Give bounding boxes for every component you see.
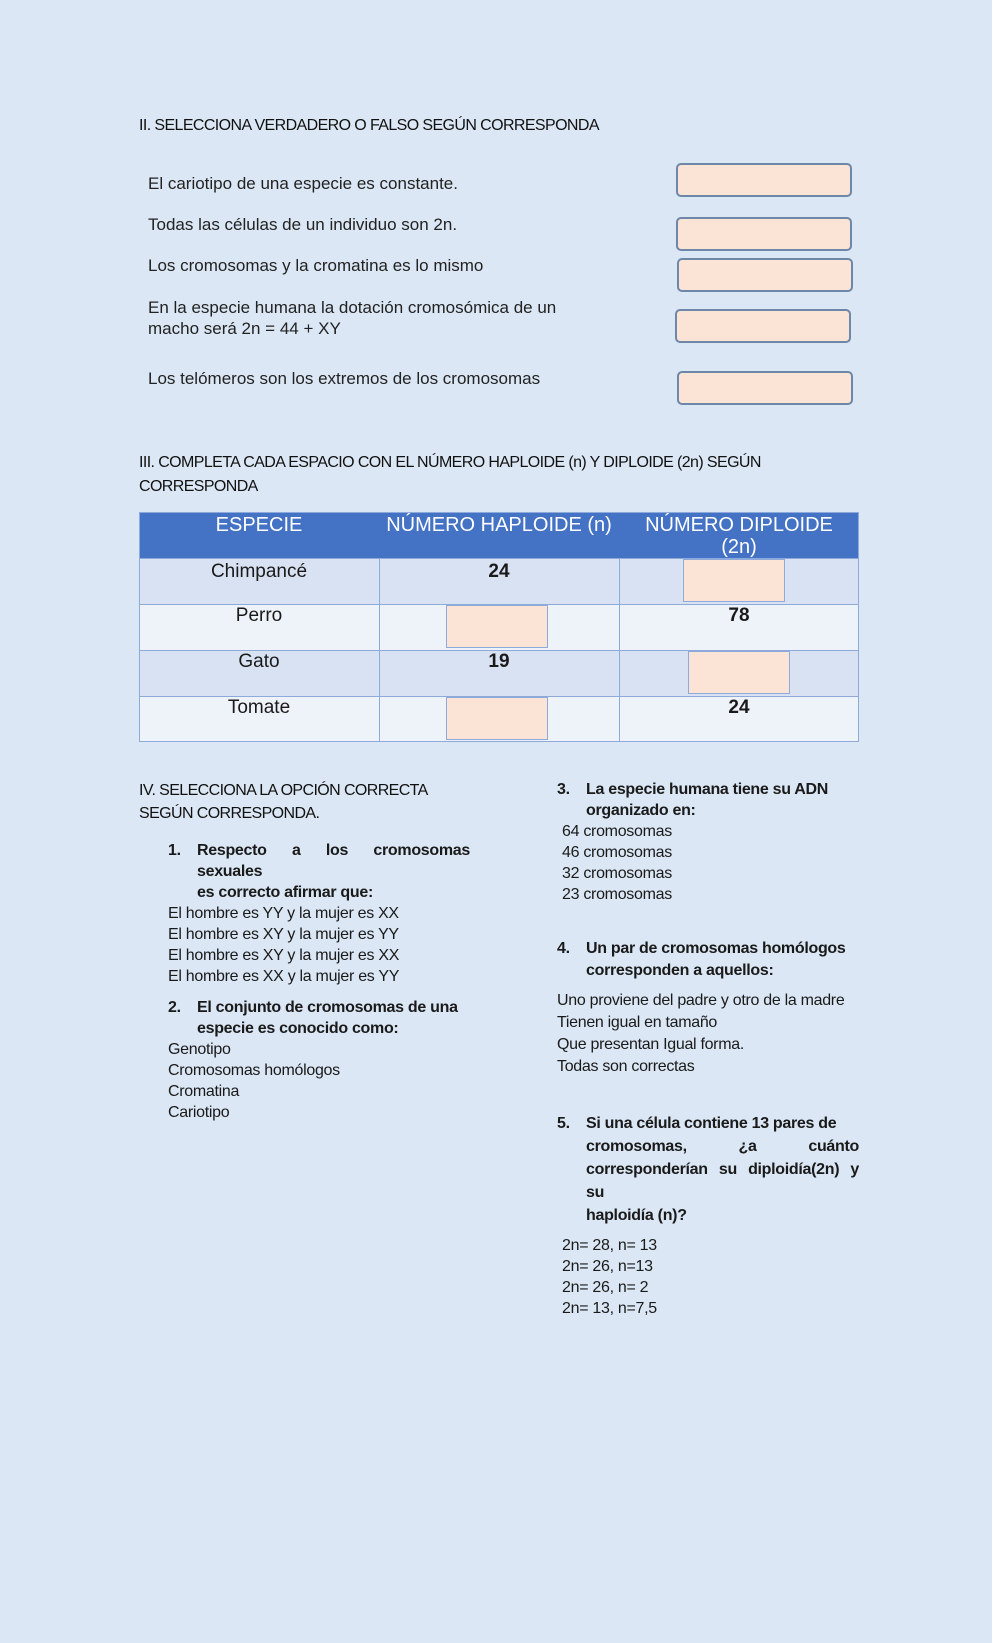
page-edge	[992, 0, 1000, 1643]
table-row	[139, 696, 859, 742]
section-4-heading-line1: IV. SELECCIONA LA OPCIÓN CORRECTA	[139, 782, 428, 799]
diploide-input-box[interactable]	[683, 559, 785, 602]
option[interactable]: El hombre es YY y la mujer es XX	[168, 905, 399, 922]
option[interactable]: El hombre es XX y la mujer es YY	[168, 968, 400, 985]
tf-statement-1: El cariotipo de una especie es constante.	[148, 174, 458, 193]
tf-statement-2: Todas las células de un individuo son 2n.	[148, 215, 458, 234]
question-text-line1: Respecto a los cromosomas sexuales	[197, 842, 470, 880]
option[interactable]: 64 cromosomas	[562, 823, 672, 840]
especie-cell: Tomate	[227, 697, 291, 718]
question-number: 3.	[557, 781, 570, 798]
tf-statement-4b: macho será 2n = 44 + XY	[148, 319, 341, 338]
question-number: 5.	[557, 1115, 570, 1132]
diploide-input-box[interactable]	[688, 651, 790, 694]
question-3	[557, 779, 859, 905]
question-text-line2: corresponden a aquellos:	[586, 962, 774, 979]
question-text-line2: especie es conocido como:	[197, 1020, 399, 1037]
question-text-line2: es correcto afirmar que:	[197, 884, 373, 901]
option[interactable]: 23 cromosomas	[562, 886, 672, 903]
question-text-line4: haploidía (n)?	[586, 1207, 687, 1224]
question-text-line1: La especie humana tiene su ADN	[586, 781, 829, 798]
chromosome-table	[139, 512, 859, 742]
option[interactable]: 2n= 26, n= 2	[562, 1279, 649, 1296]
especie-cell: Perro	[235, 605, 283, 626]
table-row	[139, 558, 859, 604]
option[interactable]: Todas son correctas	[557, 1058, 695, 1075]
option[interactable]: Cromosomas homólogos	[168, 1062, 340, 1079]
question-4	[557, 938, 859, 1078]
diploide-cell: 24	[728, 697, 750, 718]
tf-answer-box-5[interactable]	[677, 371, 853, 405]
option[interactable]: 32 cromosomas	[562, 865, 672, 882]
tf-answer-box-4[interactable]	[675, 309, 851, 343]
section-3-heading-line1: III. COMPLETA CADA ESPACIO CON EL NÚMERO HAPLOIDE (n) Y DIPLOIDE (2n) SEGÚN	[139, 454, 761, 471]
question-5	[557, 1112, 859, 1319]
col-diploide-line2: (2n)	[721, 536, 757, 558]
tf-answer-box-3[interactable]	[677, 258, 853, 292]
table-header	[139, 512, 859, 558]
section-2-heading: II. SELECCIONA VERDADERO O FALSO SEGÚN CORRESPONDA	[139, 117, 599, 134]
section-3-heading-line2: CORRESPONDA	[139, 478, 258, 495]
tf-statement-3: Los cromosomas y la cromatina es lo mismo	[148, 256, 484, 275]
section-4-heading-line2: SEGÚN CORRESPONDA.	[139, 805, 320, 822]
haploide-input-box[interactable]	[446, 605, 548, 648]
option[interactable]: Uno proviene del padre y otro de la madre	[557, 992, 845, 1009]
table-row	[139, 650, 859, 696]
col-haploide: NÚMERO HAPLOIDE (n)	[386, 514, 612, 536]
tf-answer-box-1[interactable]	[676, 163, 852, 197]
tf-statement-5: Los telómeros son los extremos de los cromosomas	[148, 369, 541, 388]
col-diploide-line1: NÚMERO DIPLOIDE	[645, 514, 833, 536]
tf-answer-box-2[interactable]	[676, 217, 852, 251]
column-divider	[379, 558, 380, 742]
table-row	[139, 604, 859, 650]
option[interactable]: El hombre es XY y la mujer es XX	[168, 947, 400, 964]
question-number: 1.	[168, 842, 181, 859]
question-number: 4.	[557, 940, 570, 957]
question-text-line1: Si una célula contiene 13 pares de	[586, 1115, 837, 1132]
option[interactable]: 2n= 28, n= 13	[562, 1237, 657, 1254]
diploide-cell: 78	[728, 605, 750, 626]
question-number: 2.	[168, 999, 181, 1016]
option[interactable]: Tienen igual en tamaño	[557, 1014, 718, 1031]
col-especie: ESPECIE	[215, 514, 303, 536]
especie-cell: Chimpancé	[210, 561, 308, 582]
option[interactable]: Que presentan Igual forma.	[557, 1036, 744, 1053]
option[interactable]: El hombre es XY y la mujer es YY	[168, 926, 399, 943]
option[interactable]: Cariotipo	[168, 1104, 230, 1121]
question-text-line2: organizado en:	[586, 802, 696, 819]
option[interactable]: Cromatina	[168, 1083, 240, 1100]
especie-cell: Gato	[238, 651, 280, 672]
tf-statement-4a: En la especie humana la dotación cromosómica de un	[148, 298, 557, 317]
option[interactable]: 2n= 13, n=7,5	[562, 1300, 657, 1317]
haploide-input-box[interactable]	[446, 697, 548, 740]
question-text-line1: El conjunto de cromosomas de una	[197, 999, 458, 1016]
question-text-line1: Un par de cromosomas homólogos	[586, 940, 846, 957]
option[interactable]: 2n= 26, n=13	[562, 1258, 653, 1275]
question-text-line3: corresponderían su diploidía(2n) y su	[586, 1161, 859, 1201]
question-2	[168, 997, 470, 1123]
column-divider	[619, 558, 620, 742]
option[interactable]: 46 cromosomas	[562, 844, 672, 861]
option[interactable]: Genotipo	[168, 1041, 231, 1058]
haploide-cell: 24	[488, 561, 510, 582]
question-text-line2: cromosomas, ¿a cuánto	[586, 1138, 859, 1155]
question-1	[168, 840, 470, 987]
haploide-cell: 19	[488, 651, 510, 672]
